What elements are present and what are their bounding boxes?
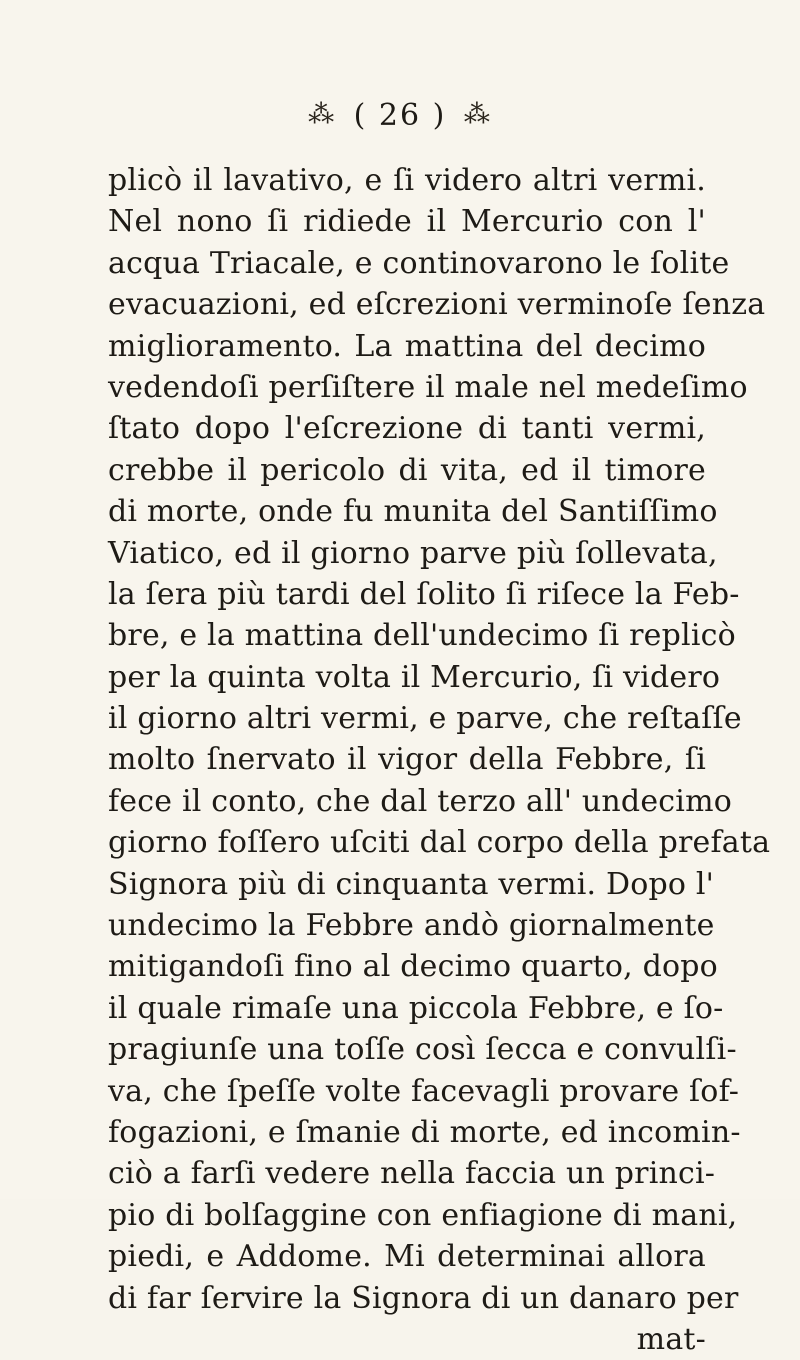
right-ornament-icon: ⁂ xyxy=(463,100,492,130)
text-line: miglioramento. La mattina del decimo xyxy=(108,328,706,364)
text-line: va, che ſpeſſe volte facevagli provare ſof- xyxy=(108,1073,740,1109)
body-text xyxy=(108,160,771,1360)
text-line: Signora più di cinquanta vermi. Dopo l' xyxy=(108,866,715,902)
text-line: piedi, e Addome. Mi determinai allora xyxy=(108,1239,706,1275)
text-line: mitigandoſi fino al decimo quarto, dopo xyxy=(108,949,718,985)
text-line: plicò il lavativo, e ſi videro altri vermi. xyxy=(108,163,706,198)
text-line: fece il conto, che dal terzo all' undecimo xyxy=(108,783,733,819)
text-line: pragiunſe una toſſe così ſecca e convulſi- xyxy=(108,1032,737,1068)
text-line: vedendoſi perſiſtere il male nel medeſimo xyxy=(108,369,748,405)
page-number: ( 26 ) xyxy=(353,97,447,133)
text-line: fogazioni, e ſmanie di morte, ed incomin- xyxy=(108,1114,741,1150)
page-header xyxy=(0,96,800,133)
text-line: ſtato dopo l'eſcrezione di tanti vermi, xyxy=(108,411,706,447)
text-line: per la quinta volta il Mercurio, ſi videro xyxy=(108,659,721,695)
text-line: undecimo la Febbre andò giornalmente xyxy=(108,908,715,944)
text-line: il quale rimaſe una piccola Febbre, e ſo- xyxy=(108,990,724,1026)
text-line: la ſera più tardi del ſolito ſi riſece la Feb- xyxy=(108,576,740,612)
text-line: il giorno altri vermi, e parve, che reſtaſſe xyxy=(108,701,742,737)
text-line: crebbe il pericolo di vita, ed il timore xyxy=(108,452,706,488)
text-line: giorno foſſero uſciti dal corpo della prefata xyxy=(108,825,771,861)
text-line: acqua Triacale, e continovarono le ſolite xyxy=(108,245,730,281)
text-line: evacuazioni, ed eſcrezioni verminoſe ſenza xyxy=(108,287,766,323)
text-line: molto ſnervato il vigor della Febbre, ſi xyxy=(108,742,706,778)
text-line: Nel nono ſi ridiede il Mercurio con l' xyxy=(108,204,706,240)
left-ornament-icon: ⁂ xyxy=(308,100,337,130)
text-line: bre, e la mattina dell'undecimo ſi replicò xyxy=(108,618,736,654)
text-line: di far ſervire la Signora di un danaro per xyxy=(108,1280,739,1316)
text-line: pio di bolſaggine con enfiagione di mani, xyxy=(108,1197,738,1233)
text-line: ciò a farſi vedere nella faccia un princi- xyxy=(108,1156,716,1192)
catchword: mat- xyxy=(636,1321,706,1357)
text-line: Viatico, ed il giorno parve più ſollevata, xyxy=(108,535,718,571)
text-line: di morte, onde fu munita del Santiſſimo xyxy=(108,494,718,530)
